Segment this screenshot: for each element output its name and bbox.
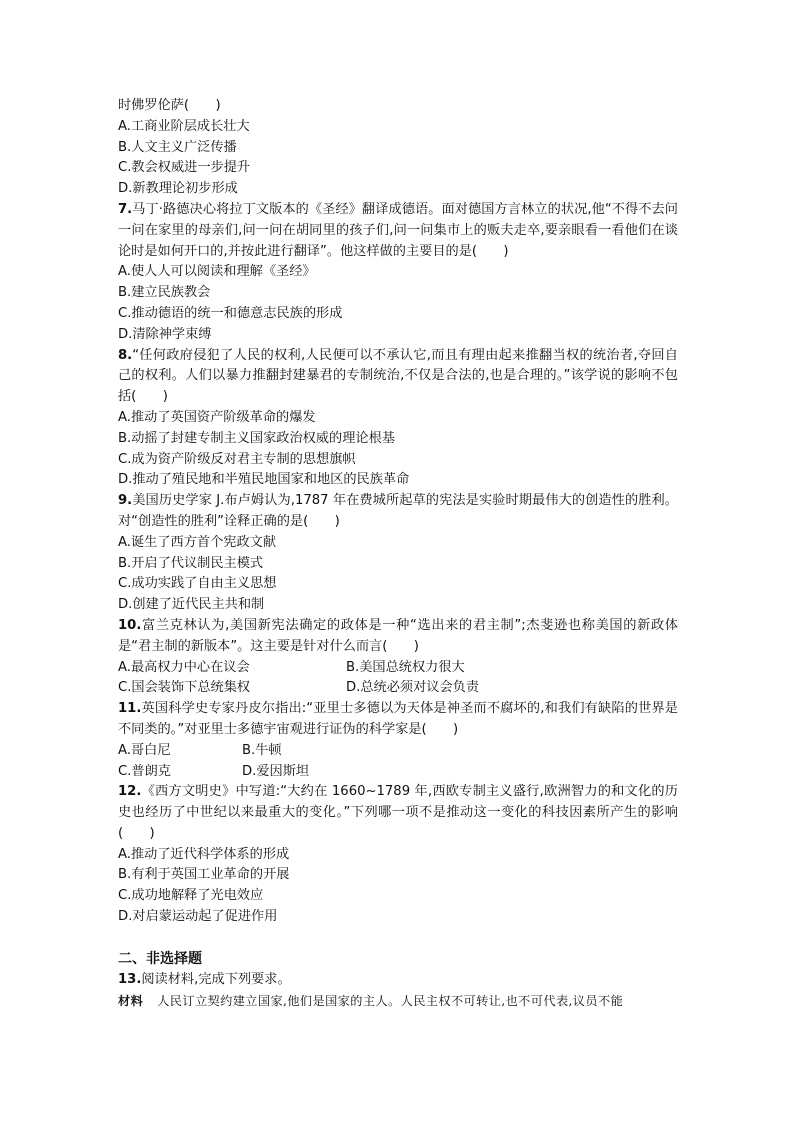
q9-stem-text: 美国历史学家 J.布卢姆认为,1787 年在费城所起草的宪法是实验时期最伟大的创造性的胜利。对“创造性的胜利”诠释正确的是( )	[118, 493, 678, 529]
q6-stem-tail: 时佛罗伦萨( )	[118, 98, 221, 113]
q13-material-text: 人民订立契约建立国家,他们是国家的主人。人民主权不可转让,也不可代表,议员不能	[157, 993, 624, 1008]
q9-option-a: A.诞生了西方首个宪政文献	[118, 534, 277, 550]
q6-option-a: A.工商业阶层成长壮大	[118, 118, 250, 134]
q12-number: 12.	[118, 784, 142, 800]
q7-option-d: D.清除神学束缚	[118, 326, 212, 342]
q10-options-row-2	[118, 678, 678, 699]
q8-stem-text: “任何政府侵犯了人民的权利,人民便可以不承认它,而且有理由起来推翻当权的统治者,夺回自己的权利。人们以暴力推翻封建暴君的专制统治,不仅是合法的,也是合理的。”该学说的影响不包括( )	[118, 347, 678, 405]
q6-option-b: B.人文主义广泛传播	[118, 139, 237, 155]
q8-number: 8.	[118, 347, 133, 363]
q11-option-b: B.牛顿	[242, 742, 282, 758]
q10-option-d: D.总统必须对议会负责	[346, 680, 480, 696]
q11-option-d: D.爱因斯坦	[242, 763, 310, 779]
q13-number: 13.	[118, 971, 142, 987]
q11-number: 11.	[118, 701, 142, 717]
q7-option-b: B.建立民族教会	[118, 285, 211, 301]
q8-option-c: C.成为资产阶级反对君主专制的思想旗帜	[118, 451, 356, 467]
q12-option-a: A.推动了近代科学体系的形成	[118, 846, 290, 862]
q10-option-c: C.国会装饰下总统集权	[118, 680, 251, 696]
q7-stem	[118, 200, 678, 262]
q11-option-a: A.哥白尼	[118, 742, 171, 758]
q9-stem	[118, 491, 678, 533]
q7-option-a: A.使人人可以阅读和理解《圣经》	[118, 264, 316, 280]
q9-number: 9.	[118, 493, 133, 509]
q12-stem-text: 《西方文明史》中写道:“大约在 1660~1789 年,西欧专制主义盛行,欧洲智力的和文化的历史也经历了中世纪以来最重大的变化。”下列哪一项不是推动这一变化的科技因素所产生的影响( )	[118, 784, 678, 841]
q9-option-d: D.创建了近代民主共和制	[118, 597, 265, 613]
q11-stem-text: 英国科学史专家丹皮尔指出:“亚里士多德以为天体是神圣而不腐坏的,和我们有缺陷的世界是不同类的。”对亚里士多德宇宙观进行证伪的科学家是( )	[118, 701, 678, 737]
section-heading-non-choice: 二、非选择题	[118, 950, 202, 967]
q11-option-c: C.普朗克	[118, 763, 171, 779]
q9-option-b: B.开启了代议制民主模式	[118, 555, 264, 571]
exam-page	[118, 96, 678, 1011]
q8-option-a: A.推动了英国资产阶级革命的爆发	[118, 409, 316, 425]
q6-option-c: C.教会权威进一步提升	[118, 160, 251, 176]
q12-option-d: D.对启蒙运动起了促进作用	[118, 909, 278, 925]
q6-option-d: D.新教理论初步形成	[118, 181, 238, 197]
q13-material	[118, 991, 678, 1012]
q10-stem-text: 富兰克林认为,美国新宪法确定的政体是一种“选出来的君主制”;杰斐逊也称美国的新政体是“君主制的新版本”。这主要是针对什么而言( )	[118, 617, 678, 654]
q10-number: 10.	[118, 617, 142, 633]
q10-options-row-1	[118, 658, 678, 679]
q7-option-c: C.推动德语的统一和德意志民族的形成	[118, 305, 343, 321]
q11-options-row-2	[118, 762, 678, 783]
q13-stem-text: 阅读材料,完成下列要求。	[141, 971, 291, 987]
q13-stem	[118, 970, 678, 991]
q7-stem-text: 马丁·路德决心将拉丁文版本的《圣经》翻译成德语。面对德国方言林立的状况,他“不得不去问一问在家里的母亲们,问一问在胡同里的孩子们,问一问集市上的贩夫走卒,要亲眼看一看他们在谈论时是如何开口的,并按此进行翻译”。他这样做的主要目的是( )	[118, 201, 678, 259]
q11-stem	[118, 699, 678, 741]
q10-option-b: B.美国总统权力很大	[346, 659, 465, 675]
q13-material-label: 材料	[118, 993, 144, 1008]
q8-stem	[118, 346, 678, 408]
q8-option-d: D.推动了殖民地和半殖民地国家和地区的民族革命	[118, 472, 410, 488]
q7-number: 7.	[118, 201, 133, 217]
q10-option-a: A.最高权力中心在议会	[118, 659, 250, 675]
q9-option-c: C.成功实践了自由主义思想	[118, 576, 277, 592]
q11-options-row-1	[118, 741, 678, 762]
q8-option-b: B.动摇了封建专制主义国家政治权威的理论根基	[118, 430, 395, 446]
q10-stem	[118, 616, 678, 658]
q12-option-c: C.成功地解释了光电效应	[118, 888, 264, 904]
q12-stem	[118, 782, 678, 844]
q12-option-b: B.有利于英国工业革命的开展	[118, 867, 290, 883]
